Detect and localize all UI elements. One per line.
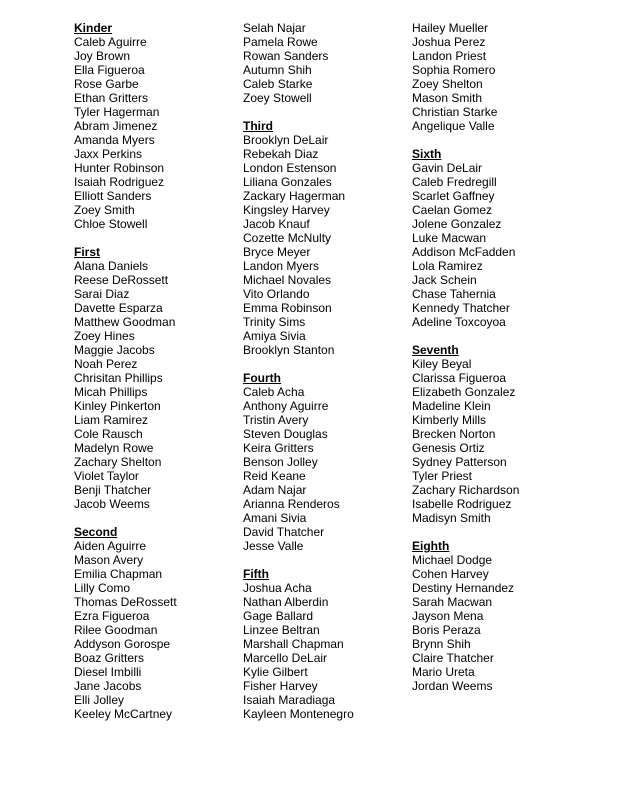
student-name: Steven Douglas	[243, 427, 328, 441]
student-name: Violet Taylor	[74, 469, 139, 483]
student-name: Zachary Shelton	[74, 455, 162, 469]
student-name: Jayson Mena	[412, 609, 484, 623]
student-name: Luke Macwan	[412, 231, 487, 245]
student-name: Kayleen Montenegro	[243, 707, 354, 721]
student-name: Liam Ramirez	[74, 413, 149, 427]
student-name: Rilee Goodman	[74, 623, 158, 637]
student-name: Madelyn Rowe	[74, 441, 154, 455]
student-name: Rose Garbe	[74, 77, 139, 91]
student-name: Jesse Valle	[243, 539, 304, 553]
student-name: Rebekah Diaz	[243, 147, 319, 161]
student-name: Zoey Stowell	[243, 91, 312, 105]
grade-section-third	[243, 119, 412, 357]
student-name: Kiley Beyal	[412, 357, 472, 371]
student-name: Michael Dodge	[412, 553, 493, 567]
student-name: Brecken Norton	[412, 427, 496, 441]
student-name: Aiden Aguirre	[74, 539, 147, 553]
student-name: Zachary Richardson	[412, 483, 520, 497]
student-name: Caleb Starke	[243, 77, 313, 91]
student-name: Sarai Diaz	[74, 287, 130, 301]
column-2	[243, 21, 412, 721]
student-name: Autumn Shih	[243, 63, 312, 77]
student-name: Micah Phillips	[74, 385, 148, 399]
column-1	[74, 21, 243, 721]
student-name: Jack Schein	[412, 273, 477, 287]
student-name: Bryce Meyer	[243, 245, 311, 259]
student-name: Cole Rausch	[74, 427, 143, 441]
student-name: Elliott Sanders	[74, 189, 152, 203]
student-name: Rowan Sanders	[243, 49, 329, 63]
student-name: Hunter Robinson	[74, 161, 165, 175]
student-name: Mason Smith	[412, 91, 483, 105]
student-name: Isabelle Rodriguez	[412, 497, 512, 511]
grade-section-sixth	[412, 147, 582, 329]
student-name: Caleb Acha	[243, 385, 305, 399]
student-name: Sophia Romero	[412, 63, 496, 77]
grade-header: Third	[243, 119, 273, 133]
student-name: Tyler Hagerman	[74, 105, 160, 119]
student-name: Pamela Rowe	[243, 35, 318, 49]
student-name: Claire Thatcher	[412, 651, 494, 665]
student-name: Vito Orlando	[243, 287, 310, 301]
student-name: Joy Brown	[74, 49, 131, 63]
student-name: Maggie Jacobs	[74, 343, 155, 357]
student-name: Jaxx Perkins	[74, 147, 143, 161]
student-name: Jolene Gonzalez	[412, 217, 502, 231]
student-name: Destiny Hernandez	[412, 581, 515, 595]
student-name: Joshua Acha	[243, 581, 312, 595]
student-name: Marshall Chapman	[243, 637, 344, 651]
student-name: Addyson Gorospe	[74, 637, 171, 651]
student-name: Diesel Imbilli	[74, 665, 142, 679]
student-name: Adeline Toxcoyoa	[412, 315, 506, 329]
grade-header: Kinder	[74, 21, 113, 35]
student-name: Reese DeRossett	[74, 273, 169, 287]
grade-section-continued	[412, 21, 582, 133]
student-name: Sarah Macwan	[412, 595, 493, 609]
student-name: Joshua Perez	[412, 35, 486, 49]
student-name: Abram Jimenez	[74, 119, 158, 133]
student-name: Landon Myers	[243, 259, 320, 273]
student-name: London Estenson	[243, 161, 337, 175]
student-name: Mason Avery	[74, 553, 144, 567]
grade-header: Seventh	[412, 343, 459, 357]
student-name: Kimberly Mills	[412, 413, 487, 427]
student-name: Genesis Ortiz	[412, 441, 485, 455]
student-name: Zoey Hines	[74, 329, 135, 343]
grade-section-eighth	[412, 539, 582, 693]
student-name: Zoey Smith	[74, 203, 135, 217]
grade-header: First	[74, 245, 101, 259]
grade-section-fifth	[243, 567, 412, 721]
student-name: Adam Najar	[243, 483, 307, 497]
student-name: Arianna Renderos	[243, 497, 340, 511]
student-name: Caleb Aguirre	[74, 35, 147, 49]
student-name: Keira Gritters	[243, 441, 314, 455]
student-name: Reid Keane	[243, 469, 306, 483]
student-name: Amanda Myers	[74, 133, 155, 147]
grade-header: Sixth	[412, 147, 442, 161]
student-name: Jane Jacobs	[74, 679, 142, 693]
student-name: Matthew Goodman	[74, 315, 176, 329]
student-name: Cohen Harvey	[412, 567, 489, 581]
student-name: Zoey Shelton	[412, 77, 483, 91]
student-name: Anthony Aguirre	[243, 399, 329, 413]
grade-header: Second	[74, 525, 118, 539]
student-name: Madeline Klein	[412, 399, 491, 413]
grade-section-kinder	[74, 21, 243, 231]
grade-section-fourth	[243, 371, 412, 553]
student-name: Kennedy Thatcher	[412, 301, 510, 315]
student-name: Nathan Alberdin	[243, 595, 329, 609]
student-name: Benson Jolley	[243, 455, 318, 469]
student-name: Kingsley Harvey	[243, 203, 330, 217]
student-name: Jordan Weems	[412, 679, 493, 693]
student-name: Hailey Mueller	[412, 21, 489, 35]
student-name: Elli Jolley	[74, 693, 125, 707]
student-name: Fisher Harvey	[243, 679, 318, 693]
student-name: Selah Najar	[243, 21, 306, 35]
student-name: Mario Ureta	[412, 665, 475, 679]
student-name: Lilly Como	[74, 581, 131, 595]
student-name: Gavin DeLair	[412, 161, 483, 175]
student-name: Cozette McNulty	[243, 231, 332, 245]
student-name: Liliana Gonzales	[243, 175, 332, 189]
student-name: Boris Peraza	[412, 623, 481, 637]
student-name: Alana Daniels	[74, 259, 149, 273]
student-name: Gage Ballard	[243, 609, 314, 623]
student-name: Caelan Gomez	[412, 203, 493, 217]
name-list-columns	[74, 21, 582, 721]
student-name: Benji Thatcher	[74, 483, 152, 497]
student-name: Ezra Figueroa	[74, 609, 150, 623]
student-name: Emilia Chapman	[74, 567, 163, 581]
student-name: Jacob Weems	[74, 497, 150, 511]
student-name: Isaiah Rodriguez	[74, 175, 165, 189]
student-name: Boaz Gritters	[74, 651, 145, 665]
student-name: Madisyn Smith	[412, 511, 491, 525]
student-name: Clarissa Figueroa	[412, 371, 507, 385]
student-name: Lola Ramirez	[412, 259, 483, 273]
student-name: Chrisitan Phillips	[74, 371, 163, 385]
student-name: Jacob Knauf	[243, 217, 310, 231]
student-name: Michael Novales	[243, 273, 332, 287]
grade-section-second	[74, 525, 243, 721]
student-name: Linzee Beltran	[243, 623, 320, 637]
student-name: Zackary Hagerman	[243, 189, 346, 203]
student-name: David Thatcher	[243, 525, 325, 539]
student-name: Kinley Pinkerton	[74, 399, 161, 413]
student-name: Tyler Priest	[412, 469, 473, 483]
student-name: Addison McFadden	[412, 245, 516, 259]
student-name: Sydney Patterson	[412, 455, 507, 469]
grade-header: Fourth	[243, 371, 281, 385]
student-name: Davette Esparza	[74, 301, 163, 315]
student-name: Elizabeth Gonzalez	[412, 385, 516, 399]
grade-header: Eighth	[412, 539, 450, 553]
student-name: Trinity Sims	[243, 315, 306, 329]
column-3	[412, 21, 582, 721]
student-name: Kylie Gilbert	[243, 665, 308, 679]
student-name: Brooklyn DeLair	[243, 133, 329, 147]
student-name: Angelique Valle	[412, 119, 495, 133]
student-name: Chloe Stowell	[74, 217, 148, 231]
student-name: Amiya Sivia	[243, 329, 306, 343]
student-name: Brooklyn Stanton	[243, 343, 335, 357]
student-name: Chase Tahernia	[412, 287, 496, 301]
student-name: Landon Priest	[412, 49, 487, 63]
student-name: Emma Robinson	[243, 301, 332, 315]
student-name: Brynn Shih	[412, 637, 471, 651]
student-name: Ella Figueroa	[74, 63, 145, 77]
student-name: Thomas DeRossett	[74, 595, 177, 609]
grade-section-continued	[243, 21, 412, 105]
student-name: Isaiah Maradiaga	[243, 693, 336, 707]
grade-section-first	[74, 245, 243, 511]
grade-header: Fifth	[243, 567, 269, 581]
grade-section-seventh	[412, 343, 582, 525]
student-name: Ethan Gritters	[74, 91, 149, 105]
student-name: Amani Sivia	[243, 511, 307, 525]
student-name: Scarlet Gaffney	[412, 189, 495, 203]
student-name: Caleb Fredregill	[412, 175, 497, 189]
student-name: Tristin Avery	[243, 413, 309, 427]
student-name: Noah Perez	[74, 357, 138, 371]
student-name: Keeley McCartney	[74, 707, 173, 721]
student-name: Christian Starke	[412, 105, 498, 119]
student-name: Marcello DeLair	[243, 651, 328, 665]
